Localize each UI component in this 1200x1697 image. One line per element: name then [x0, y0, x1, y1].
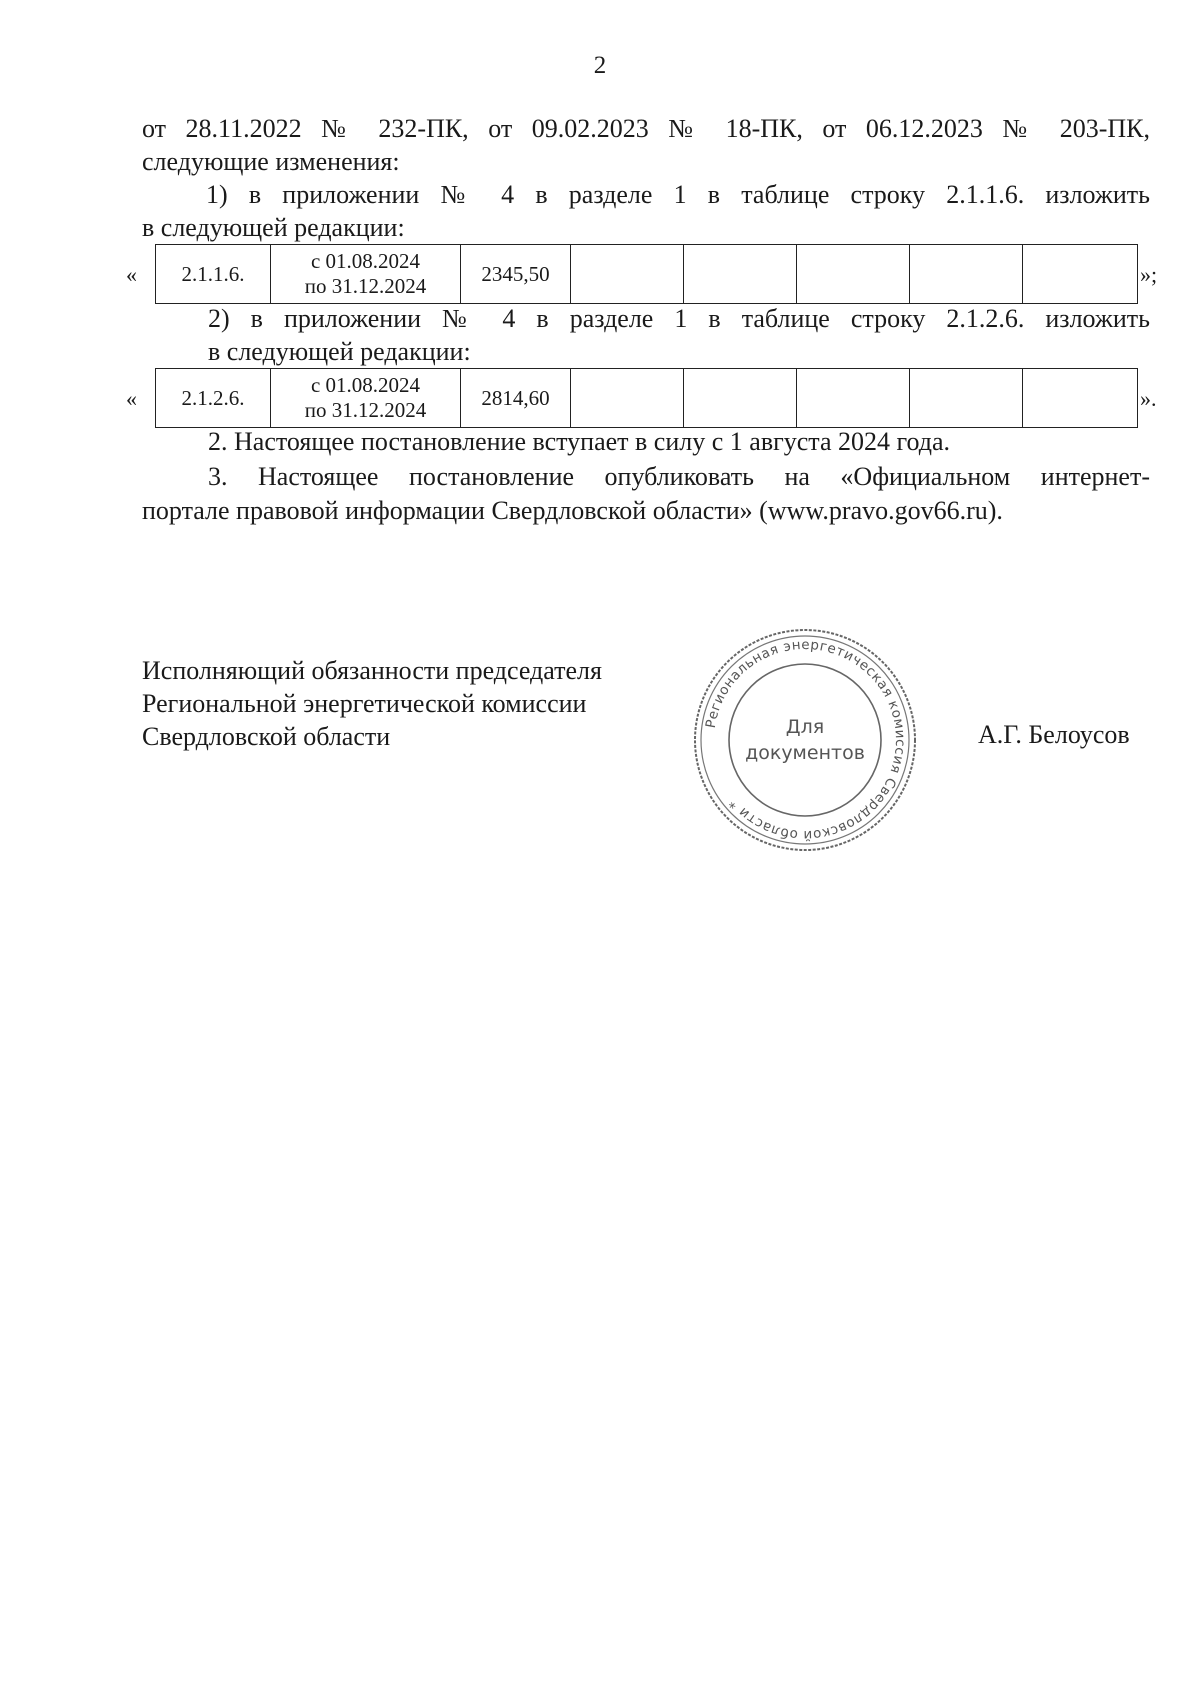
paragraph-2: 2. Настоящее постановление вступает в силу с 1 августа 2024 года.: [208, 427, 951, 456]
signatory-position: [142, 654, 602, 753]
table-row-2-open-quote: «: [126, 386, 137, 411]
row-1-period-to: по 31.12.2024: [304, 274, 427, 298]
row-2-period: [270, 369, 460, 427]
item-1-line-2: в следующей редакции:: [142, 213, 405, 242]
intro-line-1: от 28.11.2022 № 232-ПК, от 09.02.2023 № 18-ПК, от 06.12.2023 № 203-ПК,: [142, 114, 1150, 143]
row-1-period: [270, 245, 460, 303]
item-2-line-1: 2) в приложении № 4 в разделе 1 в таблице строку 2.1.2.6. изложить: [208, 304, 1150, 333]
row-1-empty-cell: [1022, 245, 1137, 303]
row-2-value: 2814,60: [460, 369, 570, 427]
row-2-period-to: по 31.12.2024: [304, 398, 427, 422]
paragraph-3-line-1: 3. Настоящее постановление опубликовать на «Официальном интернет-: [208, 462, 1150, 491]
signatory-position-line-1: Исполняющий обязанности председателя: [142, 656, 602, 685]
row-1-period-from: с 01.08.2024: [310, 249, 421, 273]
row-1-empty-cell: [683, 245, 796, 303]
table-row-1-open-quote: «: [126, 262, 137, 287]
table-row-1: [155, 244, 1138, 304]
item-2-line-2: в следующей редакции:: [208, 337, 471, 366]
row-2-code: 2.1.2.6.: [181, 385, 245, 410]
item-1-line-1: 1) в приложении № 4 в разделе 1 в таблице строку 2.1.1.6. изложить: [206, 180, 1150, 209]
row-2-empty-cell: [1022, 369, 1137, 427]
table-row-2-close-quote: ».: [1140, 386, 1157, 411]
row-2-empty-cell: [570, 369, 683, 427]
row-1-empty-cell: [796, 245, 909, 303]
row-1-value: 2345,50: [460, 245, 570, 303]
table-row-1-close-quote: »;: [1140, 262, 1158, 287]
row-1-empty-cell: [909, 245, 1022, 303]
row-2-empty-cell: [683, 369, 796, 427]
stamp-ring-text: [703, 637, 908, 843]
row-1-empty-cell: [570, 245, 683, 303]
table-row-2: [155, 368, 1138, 428]
page-number: 2: [593, 52, 607, 79]
stamp-ring-textpath: Региональная энергетическая комиссия Свердловской области *: [702, 636, 909, 844]
row-2-empty-cell: [796, 369, 909, 427]
signatory-position-line-3: Свердловской области: [142, 722, 391, 751]
stamp-center-line-2: документов: [745, 742, 865, 764]
seal-stamp: [690, 625, 920, 855]
row-2-empty-cell: [909, 369, 1022, 427]
row-2-period-from: с 01.08.2024: [310, 373, 421, 397]
stamp-center-line-1: Для: [785, 716, 825, 738]
intro-line-2: следующие изменения:: [142, 147, 400, 176]
signatory-position-line-2: Региональной энергетической комиссии: [142, 689, 587, 718]
paragraph-3-line-2: портале правовой информации Свердловской области» (www.pravo.gov66.ru).: [142, 496, 1003, 525]
row-1-code: 2.1.1.6.: [181, 261, 245, 286]
signer-name: А.Г. Белоусов: [978, 720, 1130, 749]
